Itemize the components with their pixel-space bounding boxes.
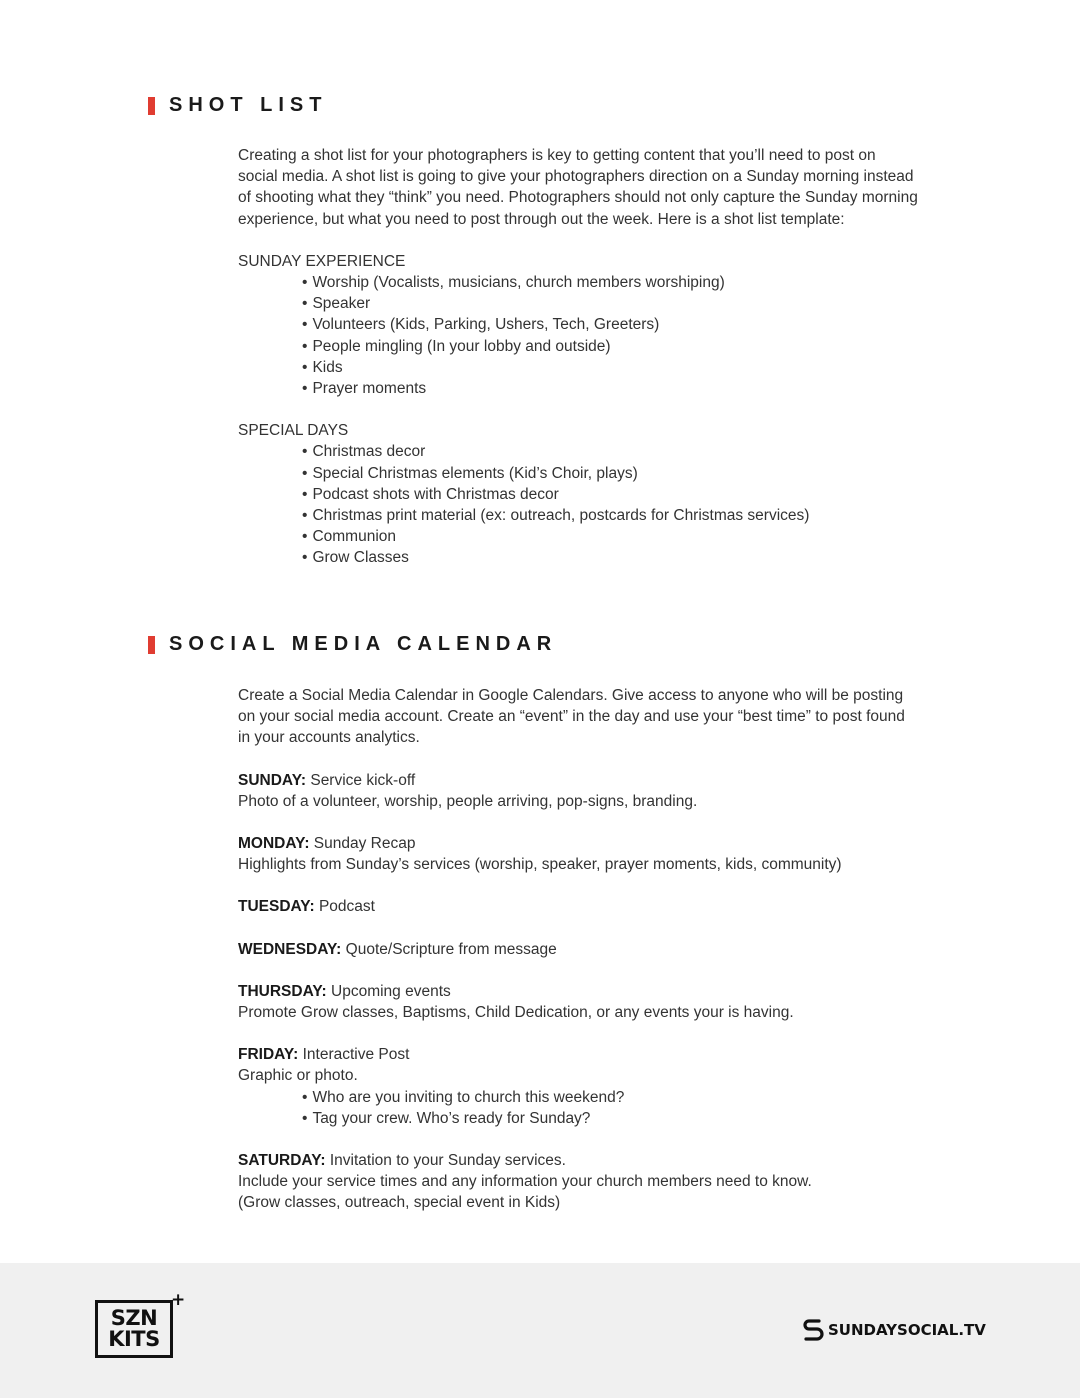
- sunday-desc: Photo of a volunteer, worship, people arriving, pop-signs, branding.: [238, 792, 698, 810]
- sundaysocial-text: SUNDAYSOCIAL.TV: [828, 1321, 986, 1339]
- calendar-heading: [148, 633, 557, 656]
- sunday-experience-title: SUNDAY EXPERIENCE: [238, 252, 406, 270]
- shot-list-heading: [148, 94, 327, 117]
- sunday-entry: [238, 770, 918, 791]
- wednesday-entry: [238, 939, 918, 960]
- day-label: FRIDAY:: [238, 1046, 299, 1064]
- calendar-body: [238, 685, 918, 1214]
- sunday-experience-list: [238, 272, 918, 399]
- thursday-desc: Promote Grow classes, Baptisms, Child Dedication, or any events your is having.: [238, 1004, 794, 1022]
- day-title: Sunday Recap: [309, 835, 416, 853]
- friday-list: [238, 1087, 918, 1129]
- day-label: WEDNESDAY:: [238, 940, 342, 958]
- sundaysocial-s-icon: [802, 1317, 824, 1343]
- day-title: Podcast: [314, 898, 375, 916]
- special-days-list: [238, 441, 918, 568]
- list-item: • Prayer moments: [302, 378, 918, 399]
- day-title: Upcoming events: [326, 982, 451, 1000]
- day-label: THURSDAY:: [238, 982, 327, 1000]
- szn-kits-logo: [95, 1290, 186, 1362]
- special-days-title: SPECIAL DAYS: [238, 422, 349, 440]
- tuesday-entry: [238, 896, 918, 917]
- day-label: MONDAY:: [238, 835, 310, 853]
- day-title: Service kick-off: [306, 771, 416, 789]
- heading-accent-bar: [148, 636, 155, 654]
- monday-entry: [238, 833, 918, 854]
- day-label: SUNDAY:: [238, 771, 307, 789]
- shot-list-title: SHOT LIST: [169, 94, 328, 116]
- saturday-entry: [238, 1150, 918, 1171]
- list-item: • Communion: [302, 526, 918, 547]
- logo-line: KITS: [108, 1327, 160, 1351]
- sundaysocial-logo: [802, 1317, 986, 1343]
- monday-desc: Highlights from Sunday’s services (worship, speaker, prayer moments, kids, community): [238, 856, 842, 874]
- plus-icon: +: [171, 1290, 186, 1310]
- logo-line: SZN: [110, 1306, 158, 1330]
- friday-desc: Graphic or photo.: [238, 1067, 358, 1085]
- list-item: • Who are you inviting to church this weekend?: [302, 1087, 918, 1108]
- thursday-entry: [238, 981, 918, 1002]
- day-title: Quote/Scripture from message: [341, 940, 557, 958]
- day-title: Invitation to your Sunday services.: [325, 1152, 566, 1170]
- list-item: • Tag your crew. Who’s ready for Sunday?: [302, 1108, 918, 1129]
- shot-list-body: [238, 145, 918, 569]
- list-item: • Christmas decor: [302, 441, 918, 462]
- calendar-title: SOCIAL MEDIA CALENDAR: [169, 633, 558, 655]
- list-item: • People mingling (In your lobby and outside): [302, 336, 918, 357]
- list-item: • Grow Classes: [302, 547, 918, 568]
- szn-kits-logo-box: [95, 1300, 173, 1358]
- footer: [0, 1263, 1080, 1398]
- day-title: Interactive Post: [298, 1046, 410, 1064]
- list-item: • Worship (Vocalists, musicians, church members worshiping): [302, 272, 918, 293]
- friday-entry: [238, 1044, 918, 1065]
- list-item: • Volunteers (Kids, Parking, Ushers, Tech, Greeters): [302, 314, 918, 335]
- day-label: SATURDAY:: [238, 1152, 326, 1170]
- heading-accent-bar: [148, 97, 155, 115]
- saturday-desc: Include your service times and any information your church members need to know.: [238, 1173, 812, 1191]
- calendar-intro: Create a Social Media Calendar in Google Calendars. Give access to anyone who will be posting on your social media account. Create an “event” in the day and use your “best time” to post found in your accounts analytics.: [238, 687, 905, 747]
- shot-list-intro: Creating a shot list for your photographers is key to getting content that you’ll need to post on social media. A shot list is going to give your photographers direction on a Sunday morning instead of shooting what they “think” you need. Photographers should not only capture the Sunday morning experience, but what you need to post through out the week. Here is a shot list template:: [238, 147, 918, 228]
- list-item: • Special Christmas elements (Kid’s Choir, plays): [302, 463, 918, 484]
- saturday-desc-note: (Grow classes, outreach, special event in Kids): [238, 1194, 561, 1212]
- day-label: TUESDAY:: [238, 898, 315, 916]
- list-item: • Kids: [302, 357, 918, 378]
- list-item: • Podcast shots with Christmas decor: [302, 484, 918, 505]
- list-item: • Speaker: [302, 293, 918, 314]
- list-item: • Christmas print material (ex: outreach, postcards for Christmas services): [302, 505, 918, 526]
